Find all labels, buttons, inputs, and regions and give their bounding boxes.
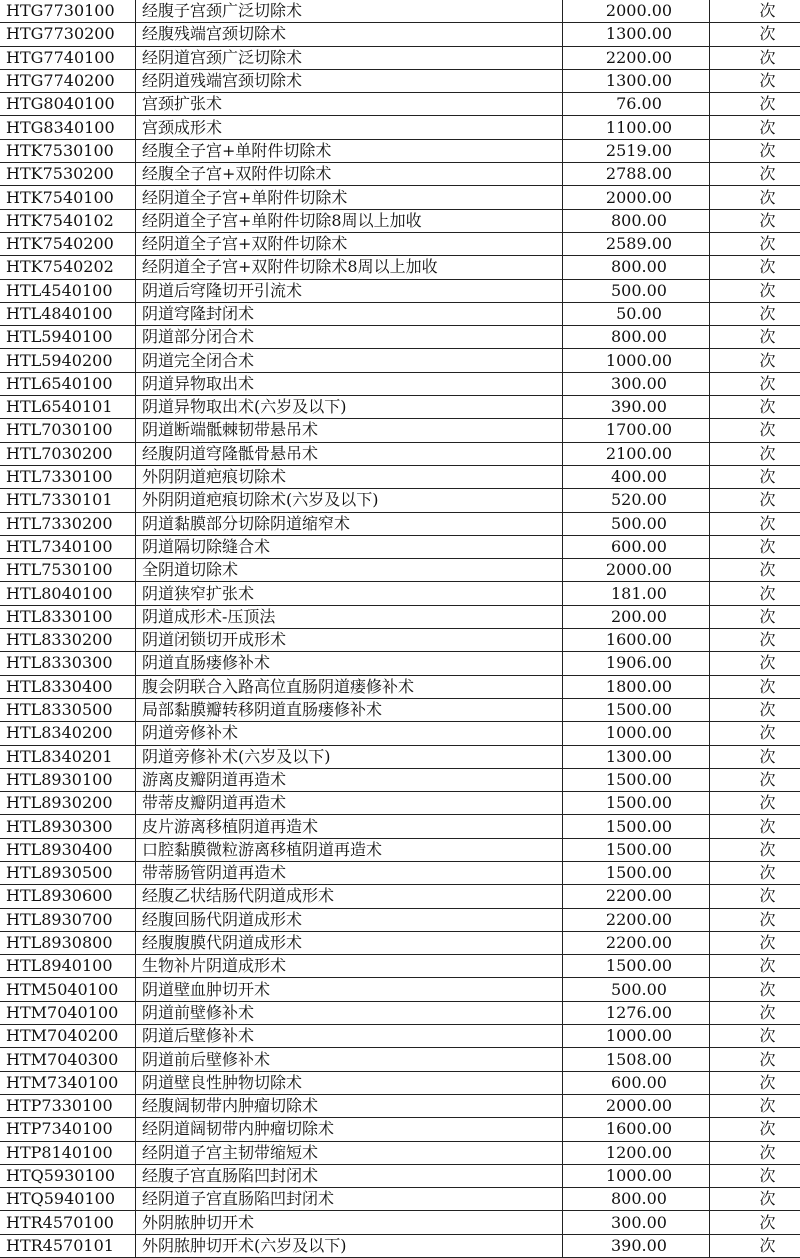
item-price-cell: 50.00: [563, 302, 710, 325]
item-code-cell: HTR4570101: [0, 1234, 136, 1257]
table-row: [0, 768, 800, 791]
item-name-cell: 外阴脓肿切开术(六岁及以下): [136, 1234, 563, 1257]
item-name-cell: 阴道黏膜部分切除阴道缩窄术: [136, 512, 563, 535]
item-code-cell: HTQ5930100: [0, 1164, 136, 1187]
item-name-cell: 经阴道全子宫+双附件切除术8周以上加收: [136, 256, 563, 279]
item-code-cell: HTP8140100: [0, 1141, 136, 1164]
item-unit-cell: 次: [710, 396, 800, 419]
item-unit-cell: 次: [710, 489, 800, 512]
item-name-cell: 阴道后壁修补术: [136, 1025, 563, 1048]
table-row: [0, 442, 800, 465]
table-row: [0, 978, 800, 1001]
item-name-cell: 外阴阴道疤痕切除术: [136, 465, 563, 488]
item-price-cell: 600.00: [563, 1071, 710, 1094]
item-price-cell: 1000.00: [563, 1025, 710, 1048]
item-price-cell: 1100.00: [563, 116, 710, 139]
item-price-cell: 390.00: [563, 396, 710, 419]
item-name-cell: 阴道后穹隆切开引流术: [136, 279, 563, 302]
item-code-cell: HTG7730100: [0, 0, 136, 23]
item-price-cell: 1300.00: [563, 23, 710, 46]
table-row: [0, 209, 800, 232]
item-price-cell: 1600.00: [563, 1118, 710, 1141]
item-unit-cell: 次: [710, 931, 800, 954]
table-row: [0, 931, 800, 954]
item-name-cell: 阴道异物取出术: [136, 372, 563, 395]
item-price-cell: 1276.00: [563, 1001, 710, 1024]
item-unit-cell: 次: [710, 559, 800, 582]
item-code-cell: HTK7540102: [0, 209, 136, 232]
item-name-cell: 经阴道子宫直肠陷凹封闭术: [136, 1188, 563, 1211]
item-code-cell: HTL8930600: [0, 885, 136, 908]
item-name-cell: 经腹子宫颈广泛切除术: [136, 0, 563, 23]
table-row: [0, 139, 800, 162]
item-code-cell: HTL8330100: [0, 605, 136, 628]
table-row: [0, 1048, 800, 1071]
item-unit-cell: 次: [710, 186, 800, 209]
table-row: [0, 629, 800, 652]
item-code-cell: HTL4540100: [0, 279, 136, 302]
item-code-cell: HTK7540100: [0, 186, 136, 209]
item-unit-cell: 次: [710, 722, 800, 745]
item-code-cell: HTL8940100: [0, 955, 136, 978]
table-row: [0, 46, 800, 69]
table-row: [0, 605, 800, 628]
item-code-cell: HTL7330100: [0, 465, 136, 488]
item-unit-cell: 次: [710, 69, 800, 92]
item-price-cell: 200.00: [563, 605, 710, 628]
table-row: [0, 652, 800, 675]
item-name-cell: 宫颈成形术: [136, 116, 563, 139]
table-row: [0, 582, 800, 605]
item-code-cell: HTL7530100: [0, 559, 136, 582]
table-row: [0, 885, 800, 908]
item-price-cell: 2000.00: [563, 186, 710, 209]
item-unit-cell: 次: [710, 652, 800, 675]
item-name-cell: 阴道直肠瘘修补术: [136, 652, 563, 675]
item-unit-cell: 次: [710, 1001, 800, 1024]
item-price-cell: 1906.00: [563, 652, 710, 675]
item-unit-cell: 次: [710, 209, 800, 232]
item-name-cell: 经腹子宫直肠陷凹封闭术: [136, 1164, 563, 1187]
item-name-cell: 经阴道全子宫+单附件切除术: [136, 186, 563, 209]
table-row: [0, 675, 800, 698]
table-row: [0, 745, 800, 768]
item-price-cell: 2200.00: [563, 908, 710, 931]
item-name-cell: 经腹乙状结肠代阴道成形术: [136, 885, 563, 908]
item-unit-cell: 次: [710, 1048, 800, 1071]
table-row: [0, 838, 800, 861]
item-unit-cell: 次: [710, 0, 800, 23]
item-price-cell: 800.00: [563, 209, 710, 232]
item-unit-cell: 次: [710, 1094, 800, 1117]
item-price-cell: 1700.00: [563, 419, 710, 442]
item-name-cell: 阴道壁血肿切开术: [136, 978, 563, 1001]
table-row: [0, 1001, 800, 1024]
item-unit-cell: 次: [710, 256, 800, 279]
item-code-cell: HTM5040100: [0, 978, 136, 1001]
item-price-cell: 800.00: [563, 326, 710, 349]
table-row: [0, 722, 800, 745]
item-price-cell: 1000.00: [563, 722, 710, 745]
item-price-cell: 520.00: [563, 489, 710, 512]
item-name-cell: 带蒂肠管阴道再造术: [136, 861, 563, 884]
item-code-cell: HTL8930800: [0, 931, 136, 954]
item-unit-cell: 次: [710, 675, 800, 698]
item-code-cell: HTP7340100: [0, 1118, 136, 1141]
table-row: [0, 419, 800, 442]
table-row: [0, 1118, 800, 1141]
item-unit-cell: 次: [710, 698, 800, 721]
item-unit-cell: 次: [710, 861, 800, 884]
item-code-cell: HTK7530200: [0, 163, 136, 186]
item-name-cell: 经腹阔韧带内肿瘤切除术: [136, 1094, 563, 1117]
item-code-cell: HTL8930700: [0, 908, 136, 931]
item-unit-cell: 次: [710, 838, 800, 861]
item-name-cell: 阴道穹隆封闭术: [136, 302, 563, 325]
item-unit-cell: 次: [710, 955, 800, 978]
item-code-cell: HTK7540202: [0, 256, 136, 279]
table-row: [0, 349, 800, 372]
item-name-cell: 经腹全子宫+单附件切除术: [136, 139, 563, 162]
item-code-cell: HTL8930500: [0, 861, 136, 884]
item-name-cell: 口腔黏膜微粒游离移植阴道再造术: [136, 838, 563, 861]
item-price-cell: 1500.00: [563, 955, 710, 978]
table-row: [0, 1025, 800, 1048]
item-code-cell: HTL8330300: [0, 652, 136, 675]
table-row: [0, 326, 800, 349]
item-name-cell: 阴道部分闭合术: [136, 326, 563, 349]
item-price-cell: 1500.00: [563, 768, 710, 791]
item-unit-cell: 次: [710, 535, 800, 558]
item-unit-cell: 次: [710, 442, 800, 465]
table-row: [0, 302, 800, 325]
table-row: [0, 1188, 800, 1211]
item-price-cell: 300.00: [563, 372, 710, 395]
table-row: [0, 535, 800, 558]
item-code-cell: HTL7330200: [0, 512, 136, 535]
item-unit-cell: 次: [710, 279, 800, 302]
item-unit-cell: 次: [710, 1071, 800, 1094]
item-price-cell: 2000.00: [563, 0, 710, 23]
item-name-cell: 经阴道全子宫+单附件切除8周以上加收: [136, 209, 563, 232]
item-code-cell: HTP7330100: [0, 1094, 136, 1117]
item-name-cell: 阴道隔切除缝合术: [136, 535, 563, 558]
item-code-cell: HTG7740100: [0, 46, 136, 69]
item-price-cell: 2000.00: [563, 1094, 710, 1117]
table-row: [0, 559, 800, 582]
item-unit-cell: 次: [710, 326, 800, 349]
table-row: [0, 1234, 800, 1257]
item-name-cell: 阴道异物取出术(六岁及以下): [136, 396, 563, 419]
item-code-cell: HTL8040100: [0, 582, 136, 605]
item-unit-cell: 次: [710, 93, 800, 116]
item-price-cell: 1200.00: [563, 1141, 710, 1164]
item-unit-cell: 次: [710, 978, 800, 1001]
item-unit-cell: 次: [710, 629, 800, 652]
item-name-cell: 局部黏膜瓣转移阴道直肠瘘修补术: [136, 698, 563, 721]
item-price-cell: 2200.00: [563, 931, 710, 954]
item-code-cell: HTG8340100: [0, 116, 136, 139]
table-row: [0, 955, 800, 978]
item-price-cell: 500.00: [563, 978, 710, 1001]
item-code-cell: HTL8930300: [0, 815, 136, 838]
item-name-cell: 经阴道残端宫颈切除术: [136, 69, 563, 92]
item-code-cell: HTL7330101: [0, 489, 136, 512]
table-row: [0, 1164, 800, 1187]
item-code-cell: HTL6540101: [0, 396, 136, 419]
table-row: [0, 256, 800, 279]
table-row: [0, 815, 800, 838]
item-name-cell: 经腹回肠代阴道成形术: [136, 908, 563, 931]
item-unit-cell: 次: [710, 768, 800, 791]
table-row: [0, 1071, 800, 1094]
item-name-cell: 经腹残端宫颈切除术: [136, 23, 563, 46]
table-row: [0, 512, 800, 535]
item-code-cell: HTR4570100: [0, 1211, 136, 1234]
item-unit-cell: 次: [710, 582, 800, 605]
item-price-cell: 1000.00: [563, 349, 710, 372]
table-row: [0, 908, 800, 931]
item-price-cell: 1500.00: [563, 861, 710, 884]
table-row: [0, 163, 800, 186]
table-row: [0, 23, 800, 46]
item-name-cell: 全阴道切除术: [136, 559, 563, 582]
item-name-cell: 阴道前壁修补术: [136, 1001, 563, 1024]
item-name-cell: 生物补片阴道成形术: [136, 955, 563, 978]
item-code-cell: HTL5940200: [0, 349, 136, 372]
table-row: [0, 186, 800, 209]
item-unit-cell: 次: [710, 372, 800, 395]
item-unit-cell: 次: [710, 46, 800, 69]
item-name-cell: 阴道前后壁修补术: [136, 1048, 563, 1071]
item-name-cell: 外阴阴道疤痕切除术(六岁及以下): [136, 489, 563, 512]
item-name-cell: 阴道旁修补术(六岁及以下): [136, 745, 563, 768]
table-row: [0, 698, 800, 721]
item-price-cell: 600.00: [563, 535, 710, 558]
item-code-cell: HTL8330200: [0, 629, 136, 652]
item-price-cell: 1508.00: [563, 1048, 710, 1071]
item-code-cell: HTL8330500: [0, 698, 136, 721]
item-name-cell: 经阴道子宫主韧带缩短术: [136, 1141, 563, 1164]
item-code-cell: HTM7040300: [0, 1048, 136, 1071]
item-code-cell: HTG7730200: [0, 23, 136, 46]
item-price-cell: 76.00: [563, 93, 710, 116]
item-unit-cell: 次: [710, 1025, 800, 1048]
item-unit-cell: 次: [710, 23, 800, 46]
item-price-cell: 1500.00: [563, 815, 710, 838]
item-price-cell: 800.00: [563, 256, 710, 279]
table-row: [0, 1211, 800, 1234]
item-unit-cell: 次: [710, 419, 800, 442]
item-code-cell: HTL8340201: [0, 745, 136, 768]
table-row: [0, 792, 800, 815]
item-code-cell: HTK7530100: [0, 139, 136, 162]
table-row: [0, 279, 800, 302]
item-code-cell: HTM7340100: [0, 1071, 136, 1094]
item-name-cell: 带蒂皮瓣阴道再造术: [136, 792, 563, 815]
item-code-cell: HTL8930400: [0, 838, 136, 861]
item-price-cell: 1000.00: [563, 1164, 710, 1187]
item-unit-cell: 次: [710, 349, 800, 372]
table-row: [0, 1094, 800, 1117]
item-price-cell: 500.00: [563, 512, 710, 535]
item-name-cell: 阴道成形术-压顶法: [136, 605, 563, 628]
item-code-cell: HTG7740200: [0, 69, 136, 92]
item-unit-cell: 次: [710, 1164, 800, 1187]
table-row: [0, 69, 800, 92]
table-row: [0, 372, 800, 395]
item-price-cell: 2200.00: [563, 46, 710, 69]
item-name-cell: 外阴脓肿切开术: [136, 1211, 563, 1234]
item-unit-cell: 次: [710, 1141, 800, 1164]
table-row: [0, 93, 800, 116]
item-price-cell: 1300.00: [563, 745, 710, 768]
item-price-cell: 181.00: [563, 582, 710, 605]
item-unit-cell: 次: [710, 1188, 800, 1211]
item-unit-cell: 次: [710, 116, 800, 139]
item-name-cell: 腹会阴联合入路高位直肠阴道瘘修补术: [136, 675, 563, 698]
item-unit-cell: 次: [710, 139, 800, 162]
item-price-cell: 2788.00: [563, 163, 710, 186]
table-row: [0, 116, 800, 139]
item-price-cell: 2519.00: [563, 139, 710, 162]
item-code-cell: HTQ5940100: [0, 1188, 136, 1211]
item-code-cell: HTL8330400: [0, 675, 136, 698]
item-price-cell: 1600.00: [563, 629, 710, 652]
item-price-cell: 500.00: [563, 279, 710, 302]
item-price-cell: 390.00: [563, 1234, 710, 1257]
item-price-cell: 400.00: [563, 465, 710, 488]
item-name-cell: 经腹阴道穹隆骶骨悬吊术: [136, 442, 563, 465]
item-code-cell: HTL4840100: [0, 302, 136, 325]
item-unit-cell: 次: [710, 1118, 800, 1141]
item-name-cell: 阴道断端骶棘韧带悬吊术: [136, 419, 563, 442]
item-unit-cell: 次: [710, 605, 800, 628]
item-code-cell: HTL8930100: [0, 768, 136, 791]
item-name-cell: 阴道狭窄扩张术: [136, 582, 563, 605]
item-price-cell: 1500.00: [563, 698, 710, 721]
item-unit-cell: 次: [710, 163, 800, 186]
item-unit-cell: 次: [710, 908, 800, 931]
table-row: [0, 489, 800, 512]
item-unit-cell: 次: [710, 512, 800, 535]
item-name-cell: 阴道闭锁切开成形术: [136, 629, 563, 652]
item-name-cell: 经阴道阔韧带内肿瘤切除术: [136, 1118, 563, 1141]
item-code-cell: HTL5940100: [0, 326, 136, 349]
item-price-cell: 2200.00: [563, 885, 710, 908]
item-code-cell: HTL7030100: [0, 419, 136, 442]
item-code-cell: HTM7040100: [0, 1001, 136, 1024]
table-row: [0, 232, 800, 255]
item-unit-cell: 次: [710, 1211, 800, 1234]
item-code-cell: HTM7040200: [0, 1025, 136, 1048]
item-unit-cell: 次: [710, 745, 800, 768]
item-price-cell: 2589.00: [563, 232, 710, 255]
item-price-cell: 2100.00: [563, 442, 710, 465]
item-name-cell: 游离皮瓣阴道再造术: [136, 768, 563, 791]
item-name-cell: 阴道壁良性肿物切除术: [136, 1071, 563, 1094]
item-price-cell: 1500.00: [563, 838, 710, 861]
item-name-cell: 经腹全子宫+双附件切除术: [136, 163, 563, 186]
item-code-cell: HTL7030200: [0, 442, 136, 465]
item-name-cell: 经阴道宫颈广泛切除术: [136, 46, 563, 69]
item-unit-cell: 次: [710, 815, 800, 838]
item-code-cell: HTL8930200: [0, 792, 136, 815]
item-name-cell: 皮片游离移植阴道再造术: [136, 815, 563, 838]
item-name-cell: 阴道完全闭合术: [136, 349, 563, 372]
item-unit-cell: 次: [710, 1234, 800, 1257]
item-price-cell: 2000.00: [563, 559, 710, 582]
item-code-cell: HTK7540200: [0, 232, 136, 255]
item-price-cell: 1300.00: [563, 69, 710, 92]
table-row: [0, 465, 800, 488]
item-price-cell: 800.00: [563, 1188, 710, 1211]
item-code-cell: HTL8340200: [0, 722, 136, 745]
table-row: [0, 396, 800, 419]
item-code-cell: HTL6540100: [0, 372, 136, 395]
item-code-cell: HTG8040100: [0, 93, 136, 116]
item-price-cell: 1500.00: [563, 792, 710, 815]
item-unit-cell: 次: [710, 302, 800, 325]
item-unit-cell: 次: [710, 232, 800, 255]
item-name-cell: 宫颈扩张术: [136, 93, 563, 116]
item-name-cell: 阴道旁修补术: [136, 722, 563, 745]
item-unit-cell: 次: [710, 465, 800, 488]
item-price-cell: 300.00: [563, 1211, 710, 1234]
item-name-cell: 经腹腹膜代阴道成形术: [136, 931, 563, 954]
item-code-cell: HTL7340100: [0, 535, 136, 558]
table-row: [0, 1141, 800, 1164]
item-name-cell: 经阴道全子宫+双附件切除术: [136, 232, 563, 255]
item-unit-cell: 次: [710, 792, 800, 815]
table-row: [0, 861, 800, 884]
table-row: [0, 0, 800, 23]
item-price-cell: 1800.00: [563, 675, 710, 698]
item-unit-cell: 次: [710, 885, 800, 908]
